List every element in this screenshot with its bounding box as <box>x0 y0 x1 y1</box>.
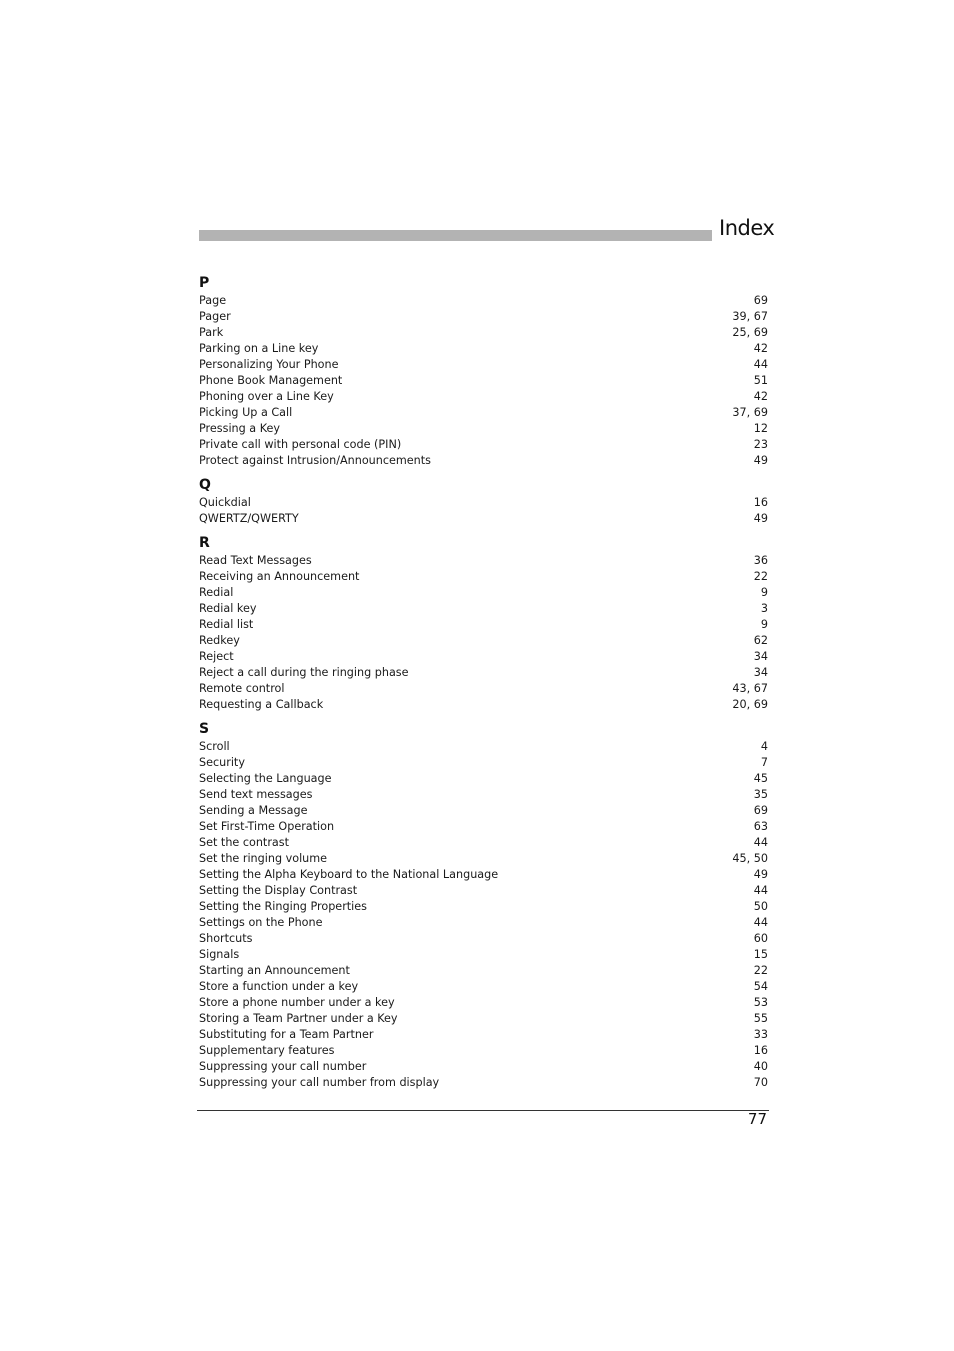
index-term: Suppressing your call number from display <box>199 1076 440 1089</box>
index-page-ref: 22 <box>753 964 768 977</box>
index-entry <box>199 293 768 309</box>
index-term: Phone Book Management <box>199 374 343 387</box>
index-term: Storing a Team Partner under a Key <box>199 1012 398 1025</box>
index-page-ref: 22 <box>753 570 768 583</box>
index-entry <box>199 1027 768 1043</box>
index-section <box>199 274 768 469</box>
index-entry <box>199 979 768 995</box>
index-entry <box>199 947 768 963</box>
index-term: Read Text Messages <box>199 554 312 567</box>
index-term: Remote control <box>199 682 285 695</box>
section-letter: R <box>199 535 210 551</box>
index-entry <box>199 553 768 569</box>
index-page-ref: 69 <box>753 294 768 307</box>
index-term: Settings on the Phone <box>199 916 323 929</box>
section-letter: Q <box>199 477 211 493</box>
index-entry <box>199 617 768 633</box>
index-entry <box>199 389 768 405</box>
index-term: Suppressing your call number <box>199 1060 367 1073</box>
index-entry <box>199 649 768 665</box>
index-term: Picking Up a Call <box>199 406 293 419</box>
index-page-ref: 37, 69 <box>732 406 768 419</box>
index-term: Shortcuts <box>199 932 253 945</box>
index-page-ref: 39, 67 <box>732 310 768 323</box>
index-term: QWERTZ/QWERTY <box>199 512 299 525</box>
index-term: Security <box>199 756 245 769</box>
index-section <box>199 534 768 713</box>
index-page-ref: 42 <box>753 342 768 355</box>
index-page-ref: 16 <box>753 1044 768 1057</box>
index-page-ref: 49 <box>753 512 768 525</box>
index-entry <box>199 851 768 867</box>
index-entry <box>199 963 768 979</box>
index-entry <box>199 373 768 389</box>
index-page-ref: 23 <box>753 438 768 451</box>
index-page-ref: 42 <box>753 390 768 403</box>
index-term: Private call with personal code (PIN) <box>199 438 402 451</box>
index-entry <box>199 1043 768 1059</box>
page-number: 77 <box>747 1110 767 1128</box>
index-entry <box>199 915 768 931</box>
index-page-ref: 49 <box>753 454 768 467</box>
index-entry <box>199 883 768 899</box>
index-term: Sending a Message <box>199 804 308 817</box>
index-page-ref: 51 <box>753 374 768 387</box>
index-entry <box>199 437 768 453</box>
index-term: Redkey <box>199 634 240 647</box>
index-entry <box>199 341 768 357</box>
index-section <box>199 720 768 1091</box>
index-term: Parking on a Line key <box>199 342 319 355</box>
index-term: Substituting for a Team Partner <box>199 1028 374 1041</box>
index-page-ref: 34 <box>753 666 768 679</box>
index-term: Page <box>199 294 227 307</box>
index-term: Receiving an Announcement <box>199 570 360 583</box>
index-term: Selecting the Language <box>199 772 332 785</box>
index-entry <box>199 931 768 947</box>
index-page-ref: 20, 69 <box>732 698 768 711</box>
index-term: Setting the Ringing Properties <box>199 900 367 913</box>
index-entry <box>199 357 768 373</box>
page-title: Index <box>719 216 775 240</box>
index-entry <box>199 633 768 649</box>
index-page-ref: 3 <box>760 602 768 615</box>
index-entry <box>199 835 768 851</box>
index-page-ref: 7 <box>760 756 768 769</box>
index-list <box>199 272 768 1091</box>
index-page-ref: 4 <box>760 740 768 753</box>
index-page-ref: 43, 67 <box>732 682 768 695</box>
index-entry <box>199 995 768 1011</box>
index-page-ref: 62 <box>753 634 768 647</box>
index-entry <box>199 405 768 421</box>
index-entry <box>199 601 768 617</box>
index-page-ref: 25, 69 <box>732 326 768 339</box>
index-term: Personalizing Your Phone <box>199 358 339 371</box>
index-page-ref: 45, 50 <box>732 852 768 865</box>
index-entry <box>199 681 768 697</box>
index-entry <box>199 1059 768 1075</box>
index-entry <box>199 309 768 325</box>
index-page-ref: 16 <box>753 496 768 509</box>
index-page-ref: 44 <box>753 358 768 371</box>
index-entry <box>199 495 768 511</box>
index-page-ref: 12 <box>753 422 768 435</box>
index-page-ref: 44 <box>753 884 768 897</box>
header-bar <box>199 230 712 241</box>
index-entry <box>199 899 768 915</box>
index-term: Setting the Alpha Keyboard to the National Language <box>199 868 499 881</box>
index-term: Setting the Display Contrast <box>199 884 358 897</box>
index-entry <box>199 585 768 601</box>
index-entry <box>199 325 768 341</box>
section-letter: P <box>199 275 210 291</box>
index-term: Redial key <box>199 602 257 615</box>
index-term: Signals <box>199 948 240 961</box>
index-page-ref: 54 <box>753 980 768 993</box>
index-term: Starting an Announcement <box>199 964 350 977</box>
index-page-ref: 15 <box>753 948 768 961</box>
index-page-ref: 35 <box>753 788 768 801</box>
index-page-ref: 45 <box>753 772 768 785</box>
index-entry <box>199 739 768 755</box>
index-page-ref: 44 <box>753 916 768 929</box>
index-term: Store a function under a key <box>199 980 359 993</box>
index-term: Send text messages <box>199 788 313 801</box>
index-term: Store a phone number under a key <box>199 996 395 1009</box>
index-page-ref: 70 <box>753 1076 768 1089</box>
index-page-ref: 9 <box>760 618 768 631</box>
index-term: Pager <box>199 310 231 323</box>
section-letter: S <box>199 721 210 737</box>
index-entry <box>199 819 768 835</box>
index-entry <box>199 453 768 469</box>
index-page-ref: 9 <box>760 586 768 599</box>
index-term: Park <box>199 326 224 339</box>
index-entry <box>199 787 768 803</box>
index-page-ref: 55 <box>753 1012 768 1025</box>
index-term: Reject <box>199 650 234 663</box>
index-page-ref: 63 <box>753 820 768 833</box>
index-entry <box>199 511 768 527</box>
index-page-ref: 44 <box>753 836 768 849</box>
footer-rule <box>197 1110 769 1111</box>
index-entry <box>199 1011 768 1027</box>
index-page-ref: 60 <box>753 932 768 945</box>
index-term: Protect against Intrusion/Announcements <box>199 454 431 467</box>
index-page-ref: 40 <box>753 1060 768 1073</box>
index-page-ref: 50 <box>753 900 768 913</box>
index-entry <box>199 1075 768 1091</box>
index-term: Scroll <box>199 740 230 753</box>
index-term: Redial <box>199 586 234 599</box>
index-page-ref: 33 <box>753 1028 768 1041</box>
index-entry <box>199 755 768 771</box>
index-term: Set the contrast <box>199 836 289 849</box>
index-entry <box>199 665 768 681</box>
index-term: Requesting a Callback <box>199 698 324 711</box>
index-term: Phoning over a Line Key <box>199 390 334 403</box>
index-page-ref: 53 <box>753 996 768 1009</box>
index-entry <box>199 867 768 883</box>
index-entry <box>199 569 768 585</box>
index-term: Quickdial <box>199 496 251 509</box>
index-entry <box>199 771 768 787</box>
index-term: Supplementary features <box>199 1044 335 1057</box>
index-entry <box>199 803 768 819</box>
index-page-ref: 36 <box>753 554 768 567</box>
index-entry <box>199 421 768 437</box>
index-term: Pressing a Key <box>199 422 280 435</box>
index-page-ref: 49 <box>753 868 768 881</box>
index-entry <box>199 697 768 713</box>
index-term: Reject a call during the ringing phase <box>199 666 409 679</box>
index-section <box>199 476 768 527</box>
index-page-ref: 69 <box>753 804 768 817</box>
index-term: Redial list <box>199 618 254 631</box>
index-term: Set First-Time Operation <box>199 820 335 833</box>
index-page-ref: 34 <box>753 650 768 663</box>
index-term: Set the ringing volume <box>199 852 328 865</box>
